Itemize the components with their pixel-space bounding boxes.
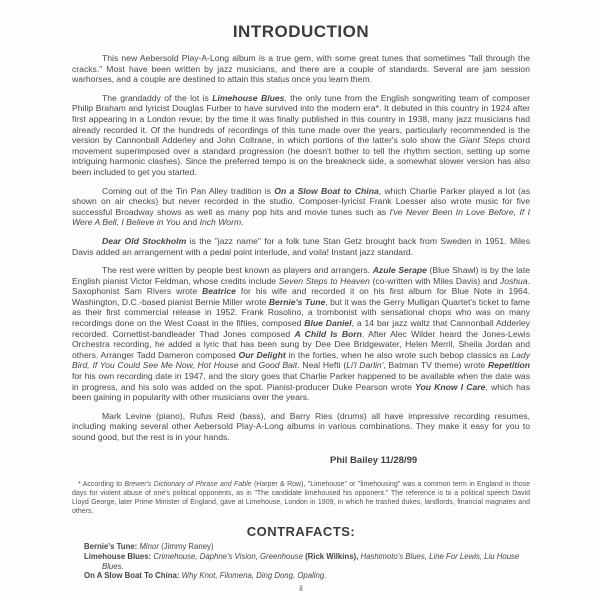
contrafacts-list [72, 542, 530, 580]
paragraph-other-composers: The rest were written by people best known as players and arrangers. Azule Serape (Blue Shawl) is by the late English pianist Victor Feldman, whose credits include Seven Steps to Heaven (co-written with Miles Davis) and Joshua. Saxophonist Sam Rivers wrote Beatrice for his wife and recorded it on his first album for Blue Note in 1964. Washington, D.C.-based pianist Bernie Miller wrote Bernie's Tune, but it was the Gerry Mulligan Quartet's ticket to fame as their first commercial release in 1952. Frank Rosolino, a trombonist with sensational chops who was on many recordings done on the West Coast in the fifties, composed Blue Daniel, a 14 bar jazz waltz that Cannonball Adderley recorded. Cornettist-bandleader Thad Jones composed A Child Is Born. After Alec Wilder heard the Jones-Lewis Orchestra recording, he added a lyric that has been sung by Dee Dee Bridgewater, Helen Merril, Sheila Jordan and others. Arranger Tadd Dameron composed Our Delight in the forties, when he also wrote such bebop classics as Lady Bird, If You Could See Me Now, Hot House and Good Bait. Neal Hefti (Li'l Darlin', Batman TV theme) wrote Repetition for his own recording date in 1947, and the story goes that Charlie Parker happened to be available when the date was in progress, and his solo was added on the spot. Pianist-producer Duke Pearson wrote You Know I Care, which has been gaining in popularity with other musicians over the years. [72, 265, 531, 403]
paragraph-slow-boat-to-china: Coming out of the Tin Pan Alley tradition is On a Slow Boat to China, which Charlie Parker played a lot (as shown on air checks) but never recorded in the studio. Composer-lyricist Frank Loesser also wrote music for five successful Broadway shows as well as many pop hits and movie tunes such as I've Never Been In Love Before, If I Were A Bell, I Believe in You and Inch Worm. [72, 185, 530, 228]
page-title: INTRODUCTION [232, 22, 370, 41]
contrafact-entry-limehouse-blues: Limehouse Blues: Crimehouse, Daphne's Vision, Greenhouse (Rick Wilkins), Hashimoto's Blues, Line For Lewis, Liu House Blues. [84, 552, 520, 571]
paragraph-rhythm-section: Mark Levine (piano), Rufus Reid (bass), and Barry Ries (drums) all have impressive recording resumes, including making several other Aebersold Play-A-Long albums in various combinations. They make it easy for you to sound good, but the rest is in your hands. [72, 410, 530, 442]
paragraph-dear-old-stockholm: Dear Old Stockholm is the "jazz name" for a folk tune Stan Getz brought back from Sweden in 1951. Miles Davis added an arrangement with a pedal point interlude, and voila! Instant jazz standard. [72, 235, 530, 257]
page-number: ii [299, 583, 303, 593]
contrafacts-heading: CONTRAFACTS: [246, 524, 356, 540]
author-signature: Phil Bailey 11/28/99 [330, 454, 418, 466]
paragraph-limehouse-blues: The grandaddy of the lot is Limehouse Blues, the only tune from the English songwriting team of composer Philip Braham and lyricist Douglas Furber to have survived into the modern era*. It debuted in this country in 1924 after first appearing in a London revue; by the time it was finally published in this country in 1938, many jazz musicians had already recorded it. Of the hundreds of recordings of this tune made over the years, particularly recommended is the version by Cannonball Adderley and John Coltrane, in which portions of the latter's solo show the Giant Steps chord movement superimposed over a standard progression (he doesn't bother to tell the rhythm section, setting up some intriguing harmonic clashes). Since the preferred tempo is on the breakneck side, a somewhat slower version has also been included to get you started. [72, 92, 530, 177]
paragraph-overview: This new Aebersold Play-A-Long album is a true gem, with some great tunes that sometimes "fall through the cracks." Most have been written by jazz musicians, and there are a couple of standards. Several are jam session warhorses, and a couple are destined to attain this status once you learn them. [72, 53, 530, 85]
contrafact-entry-bernies-tune: Bernie's Tune: Minor (Jimmy Raney) [84, 542, 214, 552]
contrafact-entry-slow-boat: On A Slow Boat To China: Why Knot, Filomena, Ding Dong, Opaling. [84, 571, 327, 581]
footnote: * According to Brewer's Dictionary of Phrase and Fable (Harper & Row), "Limehouse" or "limehousing" was a common term in England in those days for violent abuse of one's political opponents, as in "The candidate limehoused his opponent." The reference is to a political speech David Lloyd George, later Prime Minister of England, gave at Limehouse, London in 1909, in which he trashed dukes, landlords, financial magnates and others. [72, 480, 531, 516]
